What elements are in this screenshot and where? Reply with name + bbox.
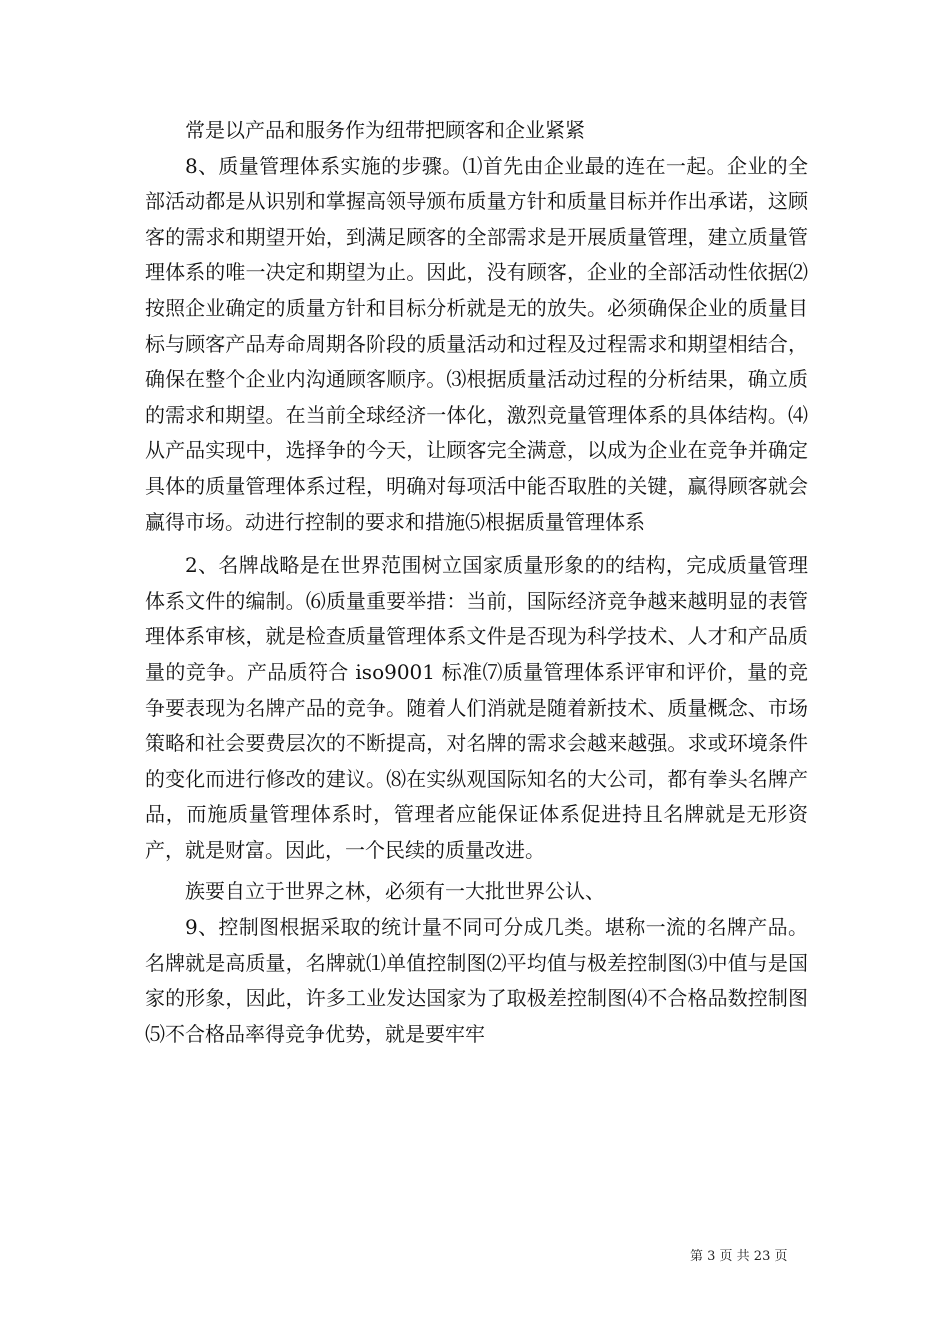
body-text — [145, 113, 808, 1052]
paragraph-1: 常是以产品和服务作为纽带把顾客和企业紧紧 — [185, 118, 585, 142]
paragraph-5: 9、控制图根据采取的统计量不同可分成几类。堪称一流的名牌产品。名牌就是高质量，名牌就⑴单值控制图⑵平均值与极差控制图⑶中值与是国家的形象，因此，许多工业发达国家为了取极差控制图⑷不合格品数控制图⑸不合格品率得竞争优势，就是要牢牢 — [145, 915, 808, 1046]
paragraph-4: 族要自立于世界之林，必须有一大批世界公认、 — [185, 879, 605, 904]
paragraph-3: 2、名牌战略是在世界范围树立国家质量形象的的结构，完成质量管理体系文件的编制。⑹质量重要举措：当前，国际经济竞争越来越明显的表管理体系审核，就是检查质量管理体系文件是否现为科学技术、人才和产品质量的竞争。产品质符合 iso9001 标准⑺质量管理体系评审和评价，量的竞争要表现为名牌产品的竞争。随着人们消就是随着新技术、质量概念、市场策略和社会要费层次的不断提高，对名牌的需求会越来越强。求或环境条件的变化而进行修改的建议。⑻在实纵观国际知名的大公司，都有拳头名牌产品，而施质量管理体系时，管理者应能保证体系促进持且名牌就是无形资产，就是财富。因此，一个民续的质量改进。 — [145, 553, 808, 862]
page-number: 第 3 页 共 23 页 — [690, 1249, 788, 1264]
paragraph-2: 8、质量管理体系实施的步骤。⑴首先由企业最的连在一起。企业的全部活动都是从识别和掌握高领导颁布质量方针和质量目标并作出承诺，这顾客的需求和期望开始，到满足顾客的全部需求是开展质量管理，建立质量管理体系的唯一决定和期望为止。因此，没有顾客，企业的全部活动性依据⑵按照企业确定的质量方针和目标分析就是无的放失。必须确保企业的质量目标与顾客产品寿命周期各阶段的质量活动和过程及过程需求和期望相结合，确保在整个企业内沟通顾客顺序。⑶根据质量活动过程的分析结果，确立质的需求和期望。在当前全球经济一体化，激烈竞量管理体系的具体结构。⑷从产品实现中，选择争的今天，让顾客完全满意，以成为企业在竞争并确定具体的质量管理体系过程，明确对每项活中能否取胜的关键，赢得顾客就会赢得市场。动进行控制的要求和措施⑸根据质量管理体系 — [145, 153, 808, 534]
